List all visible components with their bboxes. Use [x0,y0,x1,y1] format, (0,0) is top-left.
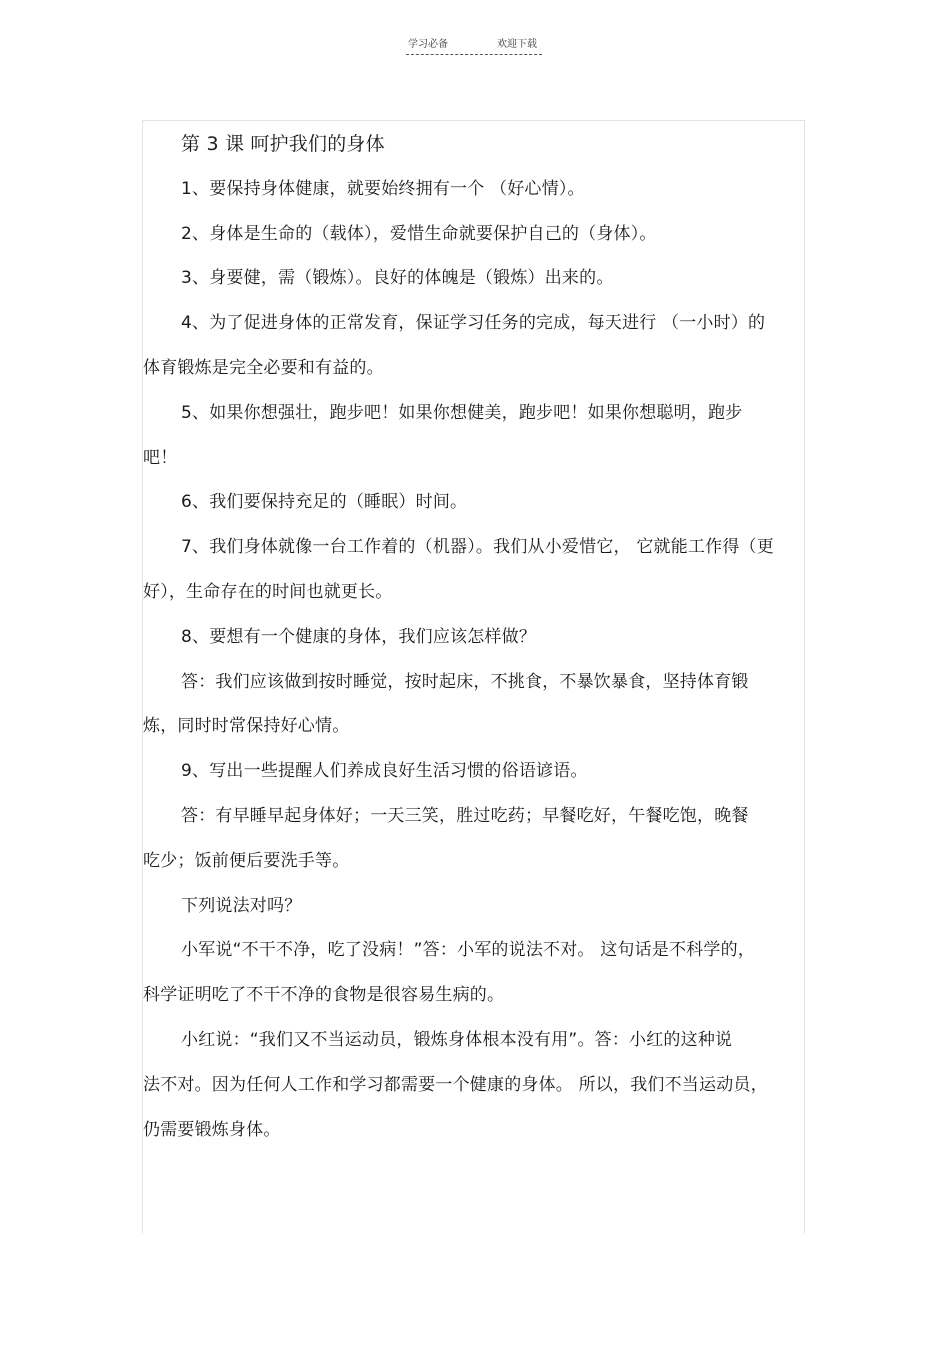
text-line: 8、要想有一个健康的身体，我们应该怎样做？ [181,626,537,647]
text-line: 仍需要锻炼身体。 [143,1119,281,1140]
text-line: 6、我们要保持充足的（睡眠）时间。 [181,492,468,513]
page-header [0,38,950,58]
text-line: 答：有早睡早起身体好；一天三笑，胜过吃药；早餐吃好，午餐吃饱，晚餐 [181,805,749,826]
text-line: 法不对。因为任何人工作和学习都需要一个健康的身体。 所以，我们不当运动员， [143,1074,768,1095]
header-left-text: 学习必备 [408,39,448,50]
text-line: 下列说法对吗？ [181,895,302,916]
text-line: 吃少；饭前便后要洗手等。 [143,850,350,871]
text-line: 2、身体是生命的（载体），爱惜生命就要保护自己的（身体）。 [181,223,657,244]
text-line: 3、身要健，需（锻炼）。良好的体魄是（锻炼）出来的。 [181,268,614,289]
document-body [143,122,806,1152]
text-line: 5、如果你想强壮，跑步吧！如果你想健美，跑步吧！如果你想聪明，跑步 [181,402,743,423]
text-line: 炼，同时时常保持好心情。 [143,716,350,737]
header-right-text: 欢迎下载 [497,39,537,50]
text-line: 4、为了促进身体的正常发育，保证学习任务的完成，每天进行 （一小时）的 [181,313,766,334]
text-line: 体育锻炼是完全必要和有益的。 [143,357,384,378]
text-line: 吧！ [143,447,178,468]
text-line: 小红说：“我们又不当运动员，锻炼身体根本没有用”。答：小红的这种说 [181,1029,733,1050]
text-line: 小军说“不干不净，吃了没病！”答：小军的说法不对。 这句话是不科学的， [181,940,756,961]
text-line: 科学证明吃了不干不净的食物是很容易生病的。 [143,985,505,1006]
text-line: 7、我们身体就像一台工作着的（机器）。我们从小爱惜它， 它就能工作得（更 [181,537,774,558]
lesson-title: 第 3 课 呵护我们的身体 [181,133,385,155]
text-line: 答：我们应该做到按时睡觉，按时起床，不挑食，不暴饮暴食，坚持体育锻 [181,671,749,692]
text-line: 9、写出一些提醒人们养成良好生活习惯的俗语谚语。 [181,761,588,782]
text-line: 1、要保持身体健康，就要始终拥有一个 （好心情）。 [181,178,585,199]
text-line: 好），生命存在的时间也就更长。 [143,581,393,602]
header-rule [406,54,542,55]
